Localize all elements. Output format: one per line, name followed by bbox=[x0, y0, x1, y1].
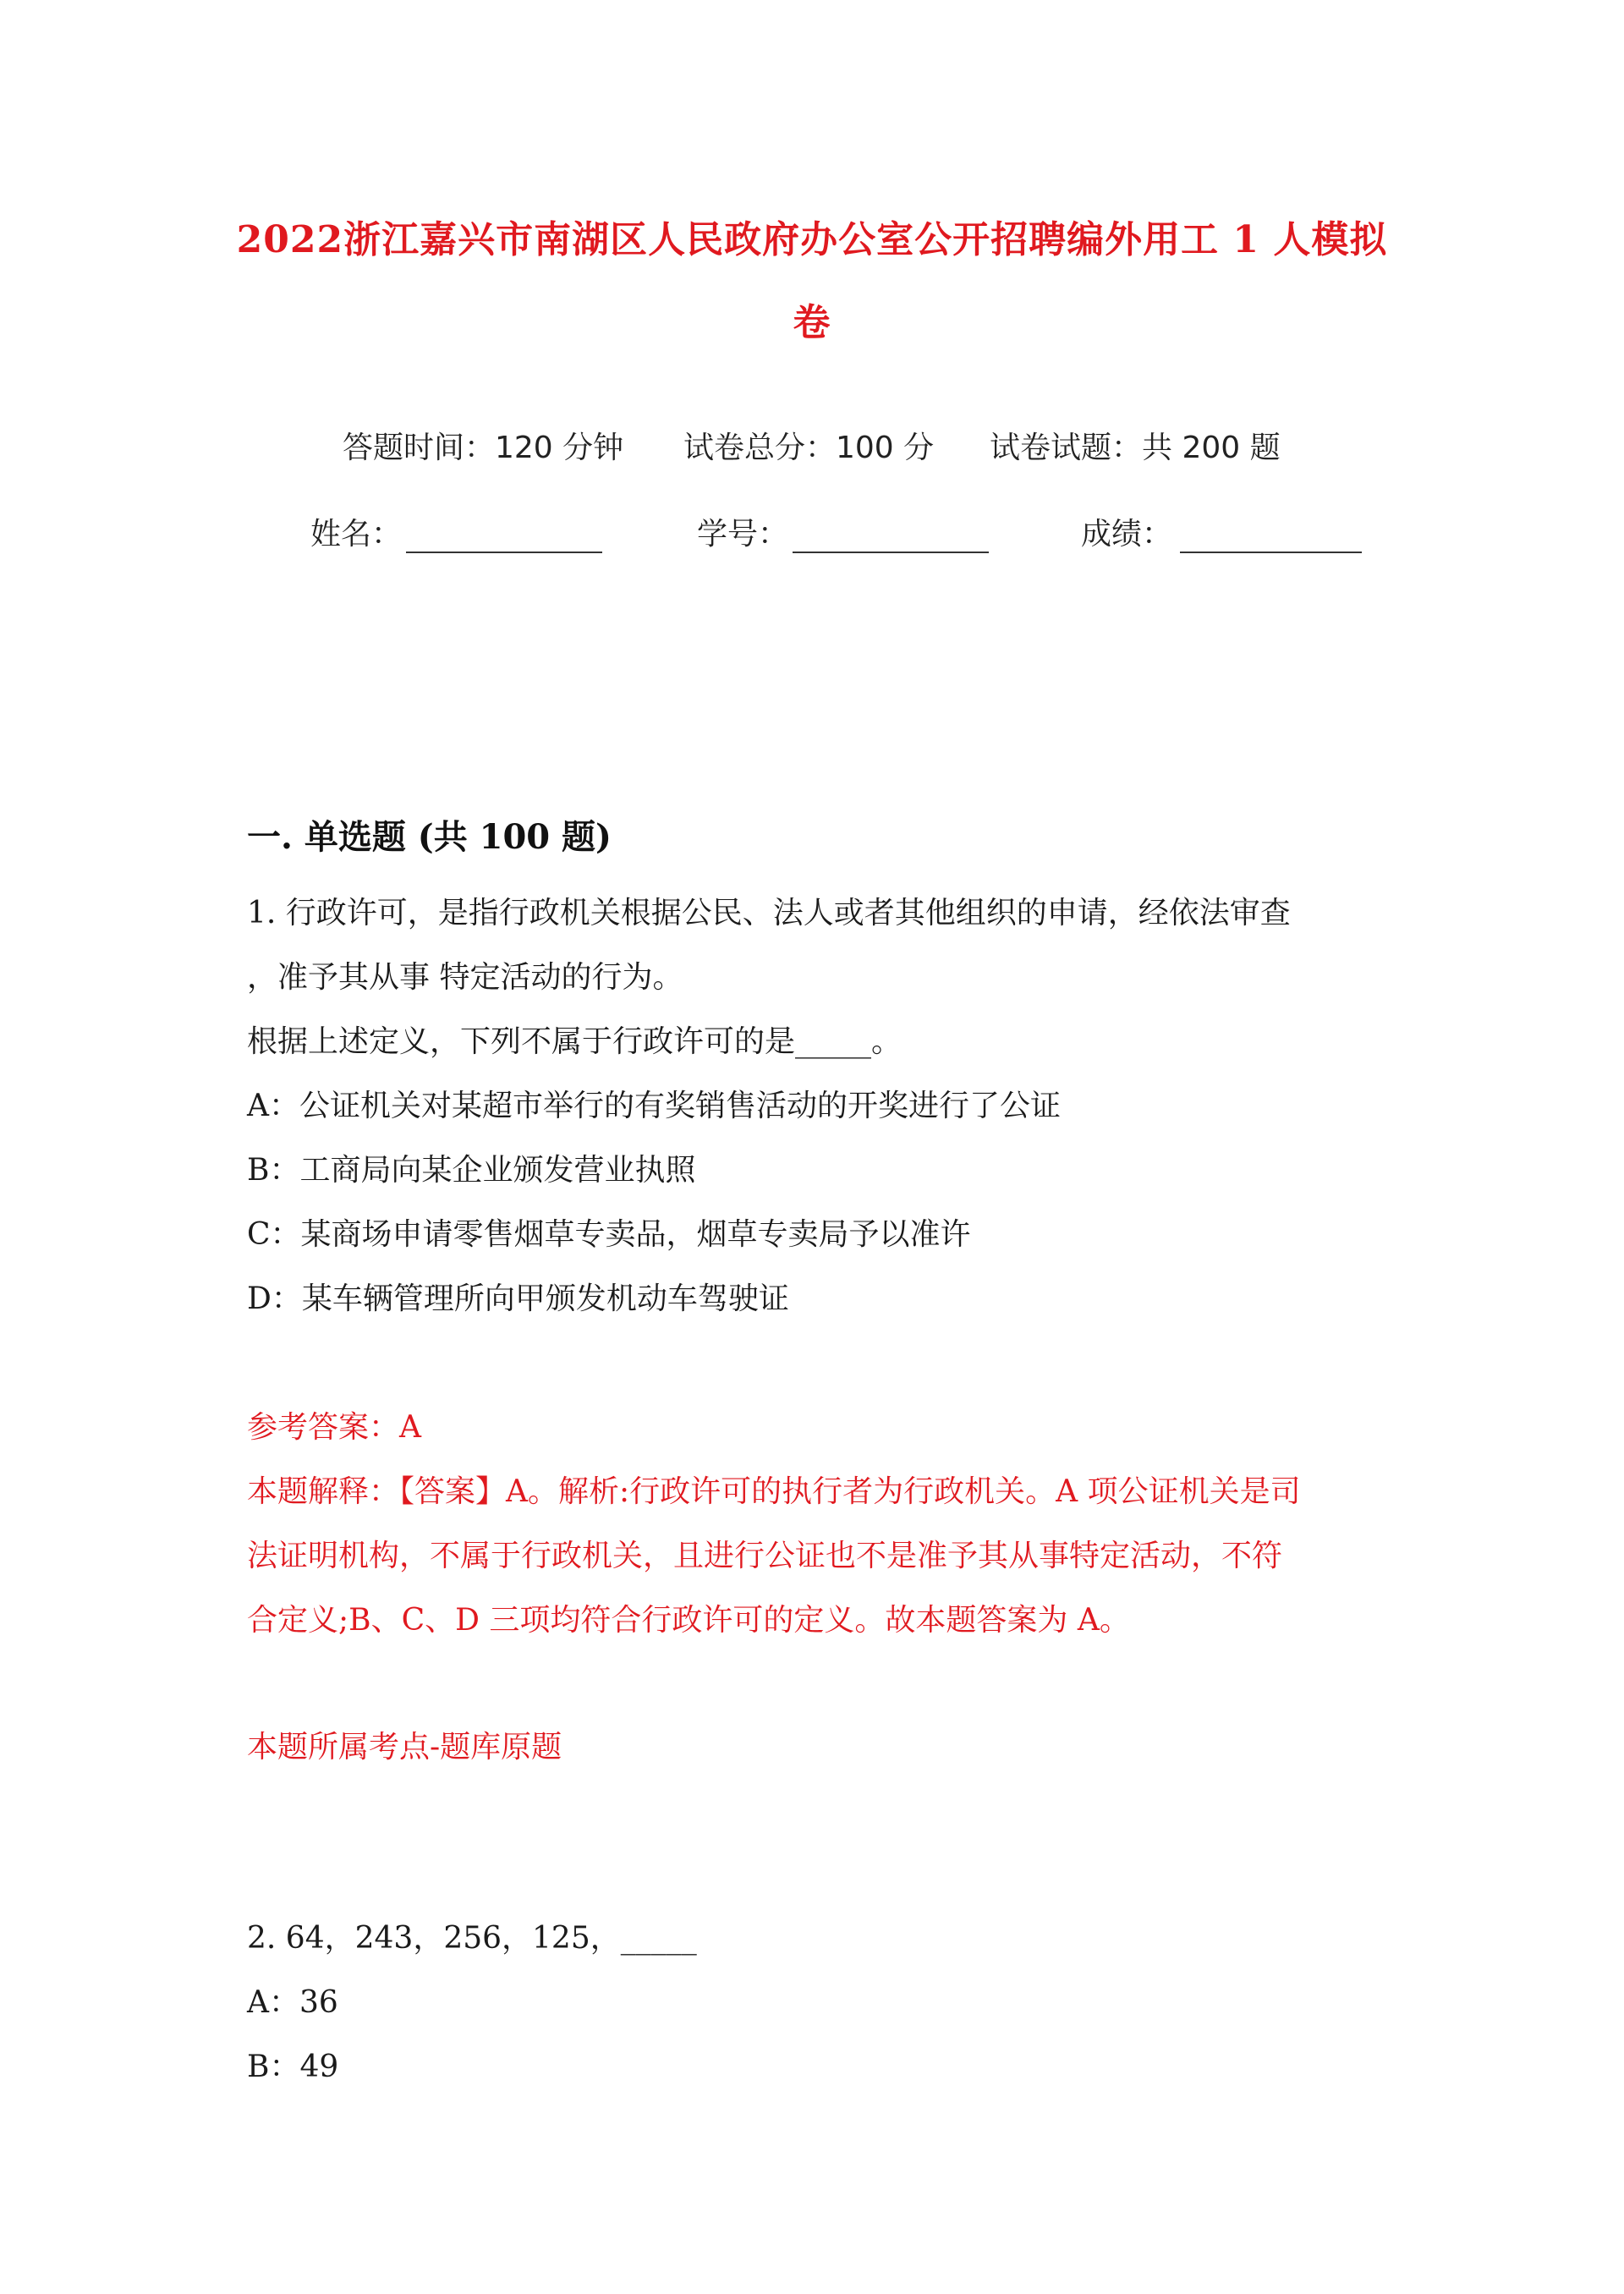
question-1-explanation-line3: 合定义;B、C、D 三项均符合行政许可的定义。故本题答案为 A。 bbox=[247, 1603, 1130, 1638]
question-1-option-d: D：某车辆管理所向甲颁发机动车驾驶证 bbox=[247, 1281, 789, 1316]
student-id-field[interactable] bbox=[793, 552, 989, 553]
question-1-answer: 参考答案：A bbox=[247, 1410, 421, 1445]
section-title: 一. 单选题 (共 100 题) bbox=[247, 817, 612, 857]
question-1-explanation-line2: 法证明机构，不属于行政机关，且进行公证也不是准予其从事特定活动，不符 bbox=[247, 1539, 1283, 1573]
question-1-stem-line1: 1. 行政许可，是指行政机关根据公民、法人或者其他组织的申请，经依法审查 bbox=[247, 896, 1291, 930]
question-1-option-a: A：公证机关对某超市举行的有奖销售活动的开奖进行了公证 bbox=[247, 1089, 1061, 1123]
total-questions: 试卷试题：共 200 题 bbox=[990, 431, 1281, 465]
question-2-option-b: B：49 bbox=[247, 2050, 339, 2084]
name-label: 姓名： bbox=[310, 517, 403, 552]
question-1-stem-line2: ，准予其从事 特定活动的行为。 bbox=[247, 960, 683, 995]
question-1-option-c: C：某商场申请零售烟草专卖品，烟草专卖局予以准许 bbox=[247, 1217, 971, 1252]
student-info-row bbox=[0, 516, 1624, 558]
exam-title-line1: 2022浙江嘉兴市南湖区人民政府办公室公开招聘编外用工 1 人模拟 bbox=[236, 218, 1388, 261]
exam-title-line2: 卷 bbox=[793, 301, 831, 344]
question-1-option-b: B：工商局向某企业颁发营业执照 bbox=[247, 1153, 696, 1188]
exam-time: 答题时间：120 分钟 bbox=[343, 431, 624, 465]
question-2-option-a: A：36 bbox=[247, 1985, 338, 2020]
question-1-explanation-line1: 本题解释：【答案】A。解析:行政许可的执行者为行政机关。A 项公证机关是司 bbox=[247, 1474, 1301, 1509]
name-field[interactable] bbox=[406, 552, 602, 553]
question-1-knowledge-point: 本题所属考点-题库原题 bbox=[247, 1730, 562, 1764]
score-field[interactable] bbox=[1180, 552, 1362, 553]
score-label: 成绩： bbox=[1081, 517, 1173, 552]
student-id-label: 学号： bbox=[697, 517, 789, 552]
question-2-stem: 2. 64，243，256，125，_____ bbox=[247, 1921, 697, 1956]
total-score: 试卷总分：100 分 bbox=[683, 431, 935, 465]
question-1-stem-line3: 根据上述定义，下列不属于行政许可的是_____。 bbox=[247, 1024, 903, 1059]
